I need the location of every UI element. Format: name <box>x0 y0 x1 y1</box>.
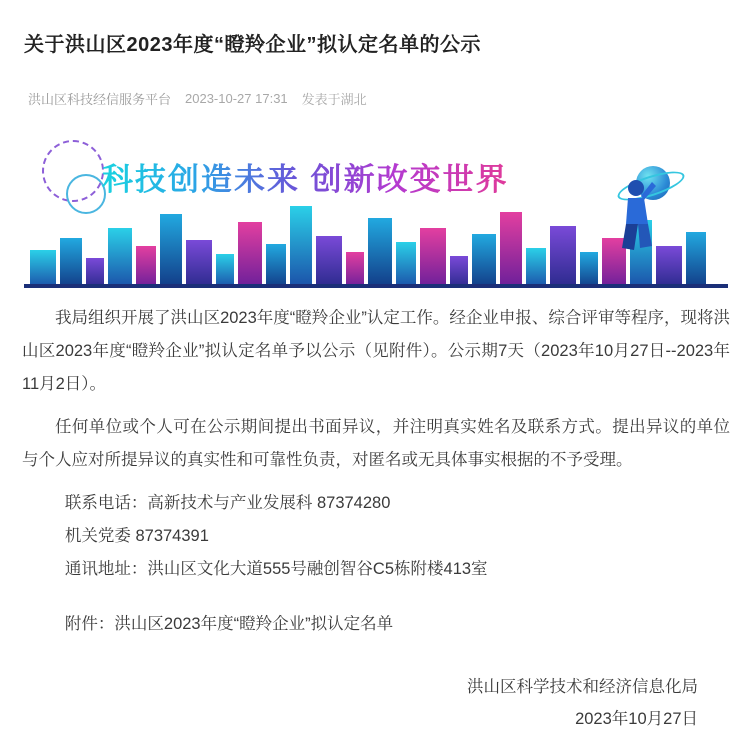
signature-date: 2023年10月27日 <box>575 709 698 728</box>
article-page <box>0 13 752 728</box>
attachment-line: 附件：洪山区2023年度“瞪羚企业”拟认定名单 <box>64 614 394 633</box>
astronaut-figure-icon <box>608 176 656 252</box>
signature-organization: 洪山区科学技术和经济信息化局 <box>467 677 698 696</box>
paragraph-2: 任何单位或个人可在公示期间提出书面异议，并注明真实姓名及联系方式。提出异议的单位与个人应对所提异议的真实性和可靠性负责，对匿名或无具体事实根据的不予受理。 <box>22 417 730 469</box>
article-body <box>0 288 752 735</box>
contact-party-line: 机关党委 87374391 <box>64 526 209 545</box>
meta-location: 发表于湖北 <box>301 91 367 107</box>
banner-canvas <box>24 126 728 288</box>
signature-block <box>22 671 730 735</box>
banner-headline: 科技创造未来 创新改变世界 <box>102 154 509 199</box>
page-title: 关于洪山区2023年度“瞪羚企业”拟认定名单的公示 <box>24 34 481 57</box>
contact-phone-line: 联系电话：高新技术与产业发展科 87374280 <box>64 493 391 512</box>
contact-address-line: 通讯地址：洪山区文化大道555号融创智谷C5栋附楼413室 <box>64 559 488 578</box>
banner-image <box>24 126 728 288</box>
article-meta <box>0 75 752 108</box>
meta-source: 洪山区科技经信服务平台 <box>28 91 172 107</box>
meta-timestamp: 2023-10-27 17:31 <box>185 90 288 106</box>
paragraph-1: 我局组织开展了洪山区2023年度“瞪羚企业”认定工作。经企业申报、综合评审等程序，现将洪山区2023年度“瞪羚企业”拟认定名单予以公示（见附件）。公示期7天（2023年10月27日--2023年11月2日）。 <box>22 308 730 393</box>
